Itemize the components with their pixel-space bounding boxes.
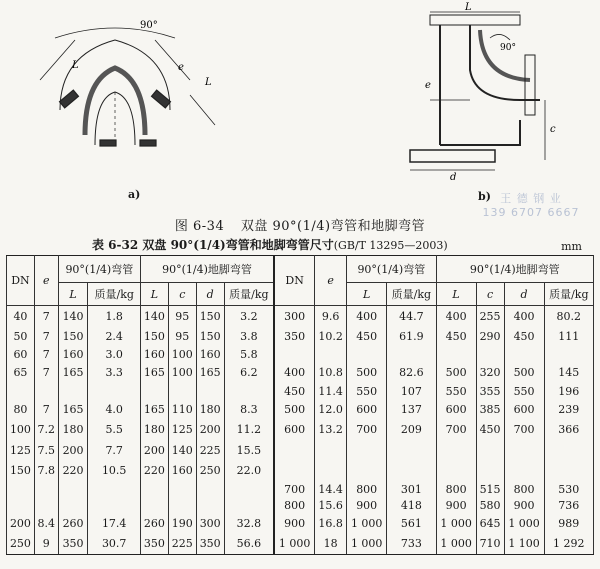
table-cell: 800	[347, 481, 387, 497]
table-cell: 13.2	[315, 420, 347, 441]
table-cell: 150	[7, 461, 35, 482]
table-cell: 8.4	[34, 513, 58, 534]
table-cell: 150	[58, 326, 88, 347]
table-cell: 700	[274, 481, 315, 497]
col-d: d	[196, 283, 224, 306]
table-cell: 12.0	[315, 399, 347, 420]
table-cell: 1 292	[544, 534, 593, 555]
col-dn-right: DN	[274, 256, 315, 306]
table-cell: 260	[58, 513, 88, 534]
table-cell: 196	[544, 383, 593, 399]
col-e: e	[34, 256, 58, 306]
table-cell: 561	[387, 513, 436, 534]
table-cell: 22.0	[224, 461, 274, 482]
table-cell	[224, 481, 274, 497]
table-cell: 7	[34, 347, 58, 363]
table-cell	[476, 461, 504, 482]
table-cell: 50	[7, 326, 35, 347]
table-cell: 800	[436, 481, 476, 497]
fig-b-dim-d: d	[450, 172, 457, 183]
table-cell: 5.5	[88, 420, 141, 441]
table-cell: 2.4	[88, 326, 141, 347]
table-cell: 250	[196, 461, 224, 482]
table-cell: 500	[347, 363, 387, 384]
table-row	[7, 326, 594, 347]
table-cell: 1 000	[436, 513, 476, 534]
table-cell: 7.2	[34, 420, 58, 441]
table-cell: 3.3	[88, 363, 141, 384]
table-row	[7, 347, 594, 363]
col-mass2: 质量/kg	[224, 283, 274, 306]
table-cell: 1 100	[504, 534, 544, 555]
table-standard: (GB/T 13295—2003)	[333, 239, 448, 252]
table-cell: 16.8	[315, 513, 347, 534]
table-cell: 260	[140, 513, 168, 534]
table-cell: 165	[140, 399, 168, 420]
table-cell: 500	[436, 363, 476, 384]
table-cell: 301	[387, 481, 436, 497]
table-cell	[347, 347, 387, 363]
table-cell: 450	[274, 383, 315, 399]
table-cell	[476, 440, 504, 461]
table-cell: 60	[7, 347, 35, 363]
table-cell: 9.6	[315, 306, 347, 327]
table-cell: 550	[436, 383, 476, 399]
table-cell	[88, 383, 141, 399]
table-cell	[274, 347, 315, 363]
table-cell	[387, 347, 436, 363]
table-row	[7, 481, 594, 497]
table-cell: 82.6	[387, 363, 436, 384]
fig-b-dim-c: c	[550, 124, 556, 135]
table-row	[7, 383, 594, 399]
table-cell: 1 000	[274, 534, 315, 555]
fig-b-dim-L: L	[465, 2, 472, 13]
table-cell: 107	[387, 383, 436, 399]
col-L: L	[58, 283, 88, 306]
elbow-drawings	[0, 0, 600, 212]
table-cell	[504, 461, 544, 482]
table-cell: 160	[140, 347, 168, 363]
table-cell: 180	[140, 420, 168, 441]
col-L-right: L	[347, 283, 387, 306]
table-cell	[224, 383, 274, 399]
table-cell	[58, 481, 88, 497]
table-cell: 200	[7, 513, 35, 534]
table-cell	[34, 481, 58, 497]
table-cell: 550	[347, 383, 387, 399]
table-cell: 125	[7, 440, 35, 461]
table-cell: 450	[476, 420, 504, 441]
table-cell: 140	[58, 306, 88, 327]
table-cell: 100	[168, 363, 196, 384]
figure-caption-text: 双盘 90°(1/4)弯管和地脚弯管	[240, 219, 426, 234]
table-cell	[168, 481, 196, 497]
fig-b-angle: 90°	[500, 43, 516, 53]
table-cell: 15.5	[224, 440, 274, 461]
duckfoot-bend-drawing	[410, 12, 545, 170]
table-cell: 500	[504, 363, 544, 384]
table-body	[7, 306, 594, 555]
table-cell: 7.5	[34, 440, 58, 461]
table-cell	[140, 497, 168, 513]
table-cell	[196, 497, 224, 513]
table-cell	[476, 347, 504, 363]
table-cell: 7	[34, 399, 58, 420]
table-cell: 95	[168, 306, 196, 327]
table-cell	[58, 497, 88, 513]
double-flange-elbow-drawing	[40, 28, 215, 146]
table-cell: 400	[274, 363, 315, 384]
col-group-elbow-right: 90°(1/4)弯管	[347, 256, 436, 283]
table-cell: 160	[168, 461, 196, 482]
table-cell: 645	[476, 513, 504, 534]
fig-b-dim-e: e	[425, 80, 431, 91]
table-cell: 500	[274, 399, 315, 420]
table-cell: 220	[58, 461, 88, 482]
table-cell: 160	[196, 347, 224, 363]
table-cell: 355	[476, 383, 504, 399]
table-cell: 400	[504, 306, 544, 327]
table-cell: 366	[544, 420, 593, 441]
table-cell: 10.8	[315, 363, 347, 384]
table-cell: 160	[58, 347, 88, 363]
table-cell: 150	[196, 326, 224, 347]
table-cell: 9	[34, 534, 58, 555]
table-cell: 530	[544, 481, 593, 497]
table-cell: 700	[436, 420, 476, 441]
table-cell: 450	[436, 326, 476, 347]
col-e-right: e	[315, 256, 347, 306]
table-cell: 900	[504, 497, 544, 513]
table-cell	[196, 481, 224, 497]
table-cell	[7, 497, 35, 513]
table-cell: 17.4	[88, 513, 141, 534]
table-cell: 400	[347, 306, 387, 327]
table-cell: 700	[347, 420, 387, 441]
table-cell: 225	[196, 440, 224, 461]
table-cell	[7, 481, 35, 497]
col-L2: L	[140, 283, 168, 306]
table-caption-text: 双盘 90°(1/4)弯管和地脚弯管尺寸	[142, 238, 334, 252]
table-cell: 100	[168, 347, 196, 363]
table-cell: 32.8	[224, 513, 274, 534]
table-cell: 165	[196, 363, 224, 384]
table-cell: 1 000	[347, 513, 387, 534]
watermark-line2: 139 6707 6667	[482, 206, 580, 219]
table-row	[7, 440, 594, 461]
col-dn: DN	[7, 256, 35, 306]
table-cell: 40	[7, 306, 35, 327]
table-cell: 800	[504, 481, 544, 497]
table-cell: 200	[196, 420, 224, 441]
table-cell: 350	[196, 534, 224, 555]
table-cell: 733	[387, 534, 436, 555]
table-cell: 700	[504, 420, 544, 441]
table-cell: 7.8	[34, 461, 58, 482]
col-d-right: d	[504, 283, 544, 306]
table-row	[7, 513, 594, 534]
col-group-duckfoot-right: 90°(1/4)地脚弯管	[436, 256, 593, 283]
table-cell: 225	[168, 534, 196, 555]
figure-caption	[0, 215, 600, 234]
table-cell	[504, 440, 544, 461]
table-cell	[274, 461, 315, 482]
table-cell: 7	[34, 363, 58, 384]
fig-a-dim-L: L	[72, 60, 79, 71]
table-row	[7, 497, 594, 513]
table-cell: 3.8	[224, 326, 274, 347]
table-cell	[436, 461, 476, 482]
table-cell	[168, 497, 196, 513]
table-cell: 1.8	[88, 306, 141, 327]
figure-area	[0, 0, 600, 212]
table-cell: 1 000	[504, 513, 544, 534]
table-cell: 320	[476, 363, 504, 384]
table-cell	[315, 461, 347, 482]
table-cell: 450	[347, 326, 387, 347]
table-cell	[387, 461, 436, 482]
table-cell	[544, 347, 593, 363]
table-cell	[544, 461, 593, 482]
table-cell: 220	[140, 461, 168, 482]
table-cell: 900	[347, 497, 387, 513]
table-cell: 56.6	[224, 534, 274, 555]
table-cell: 550	[504, 383, 544, 399]
table-cell: 300	[196, 513, 224, 534]
table-cell	[315, 347, 347, 363]
table-caption	[92, 236, 448, 253]
table-cell: 3.2	[224, 306, 274, 327]
table-row	[7, 534, 594, 555]
table-cell: 150	[140, 326, 168, 347]
table-cell: 580	[476, 497, 504, 513]
table-cell: 145	[544, 363, 593, 384]
table-cell: 44.7	[387, 306, 436, 327]
table-cell: 30.7	[88, 534, 141, 555]
table-cell: 6.2	[224, 363, 274, 384]
table-cell: 1 000	[436, 534, 476, 555]
table-cell: 137	[387, 399, 436, 420]
table-cell: 255	[476, 306, 504, 327]
table-cell	[387, 440, 436, 461]
table-row	[7, 306, 594, 327]
table-cell: 300	[274, 306, 315, 327]
table-row	[7, 399, 594, 420]
table-cell: 450	[504, 326, 544, 347]
table-cell: 10.2	[315, 326, 347, 347]
table-cell: 11.4	[315, 383, 347, 399]
table-cell: 80.2	[544, 306, 593, 327]
table-cell: 200	[58, 440, 88, 461]
table-cell	[274, 440, 315, 461]
table-cell: 800	[274, 497, 315, 513]
table-cell	[34, 383, 58, 399]
table-cell: 14.4	[315, 481, 347, 497]
table-cell: 165	[140, 363, 168, 384]
table-cell: 600	[504, 399, 544, 420]
table-cell	[88, 497, 141, 513]
watermark-line1: 王 德 钢 业	[500, 192, 562, 205]
fig-a-dim-L2: L	[205, 77, 212, 88]
table-cell: 900	[274, 513, 315, 534]
table-cell: 600	[274, 420, 315, 441]
table-cell: 10.5	[88, 461, 141, 482]
table-cell: 1 000	[347, 534, 387, 555]
table-cell: 5.8	[224, 347, 274, 363]
table-cell	[315, 440, 347, 461]
table-row	[7, 363, 594, 384]
table-cell: 350	[140, 534, 168, 555]
table-cell: 600	[436, 399, 476, 420]
table-cell: 900	[436, 497, 476, 513]
table-cell: 600	[347, 399, 387, 420]
table-cell: 736	[544, 497, 593, 513]
table-cell: 250	[7, 534, 35, 555]
table-cell: 165	[58, 363, 88, 384]
table-cell	[224, 497, 274, 513]
col-mass-right: 质量/kg	[387, 283, 436, 306]
table-cell: 190	[168, 513, 196, 534]
table-row	[7, 420, 594, 441]
table-cell: 350	[58, 534, 88, 555]
table-cell	[436, 347, 476, 363]
table-cell	[347, 461, 387, 482]
table-cell	[436, 440, 476, 461]
table-cell: 200	[140, 440, 168, 461]
table-cell: 3.0	[88, 347, 141, 363]
col-group-duckfoot: 90°(1/4)地脚弯管	[140, 256, 274, 283]
table-cell: 385	[476, 399, 504, 420]
table-cell: 989	[544, 513, 593, 534]
table-caption-number: 表 6-32	[92, 238, 139, 252]
table-cell: 710	[476, 534, 504, 555]
table-cell: 18	[315, 534, 347, 555]
table-cell: 11.2	[224, 420, 274, 441]
table-cell: 209	[387, 420, 436, 441]
table-cell: 61.9	[387, 326, 436, 347]
col-c-right: c	[476, 283, 504, 306]
table-cell: 239	[544, 399, 593, 420]
figure-a-label: a)	[128, 188, 141, 201]
table-cell: 7	[34, 326, 58, 347]
table-cell: 515	[476, 481, 504, 497]
table-cell	[140, 383, 168, 399]
table-unit: mm	[561, 240, 582, 253]
table-cell: 7.7	[88, 440, 141, 461]
table-cell: 95	[168, 326, 196, 347]
table-cell: 180	[196, 399, 224, 420]
fig-a-dim-e: e	[178, 62, 184, 73]
table-cell	[140, 481, 168, 497]
table-row	[7, 461, 594, 482]
table-cell	[7, 383, 35, 399]
table-cell: 418	[387, 497, 436, 513]
table-cell	[168, 383, 196, 399]
table-cell: 110	[168, 399, 196, 420]
table-cell: 180	[58, 420, 88, 441]
table-cell: 150	[196, 306, 224, 327]
table-cell: 65	[7, 363, 35, 384]
table-cell: 140	[140, 306, 168, 327]
table-cell: 165	[58, 399, 88, 420]
table-cell: 8.3	[224, 399, 274, 420]
table-cell: 4.0	[88, 399, 141, 420]
figure-b-label: b)	[478, 190, 491, 203]
table-cell: 15.6	[315, 497, 347, 513]
table-cell	[34, 497, 58, 513]
table-cell	[544, 440, 593, 461]
col-mass2-right: 质量/kg	[544, 283, 593, 306]
col-c: c	[168, 283, 196, 306]
table-cell	[347, 440, 387, 461]
table-cell: 7	[34, 306, 58, 327]
table-cell: 100	[7, 420, 35, 441]
col-group-elbow: 90°(1/4)弯管	[58, 256, 140, 283]
table-cell	[58, 383, 88, 399]
dimension-table	[6, 255, 594, 555]
figure-caption-number: 图 6-34	[174, 219, 225, 234]
col-mass: 质量/kg	[88, 283, 141, 306]
table-cell: 400	[436, 306, 476, 327]
table-cell: 111	[544, 326, 593, 347]
table-cell: 125	[168, 420, 196, 441]
fig-a-angle: 90°	[140, 20, 158, 31]
table-cell: 350	[274, 326, 315, 347]
table-cell: 290	[476, 326, 504, 347]
table-cell: 140	[168, 440, 196, 461]
table-cell	[88, 481, 141, 497]
col-L2-right: L	[436, 283, 476, 306]
table-cell	[196, 383, 224, 399]
table-cell	[504, 347, 544, 363]
table-cell: 80	[7, 399, 35, 420]
